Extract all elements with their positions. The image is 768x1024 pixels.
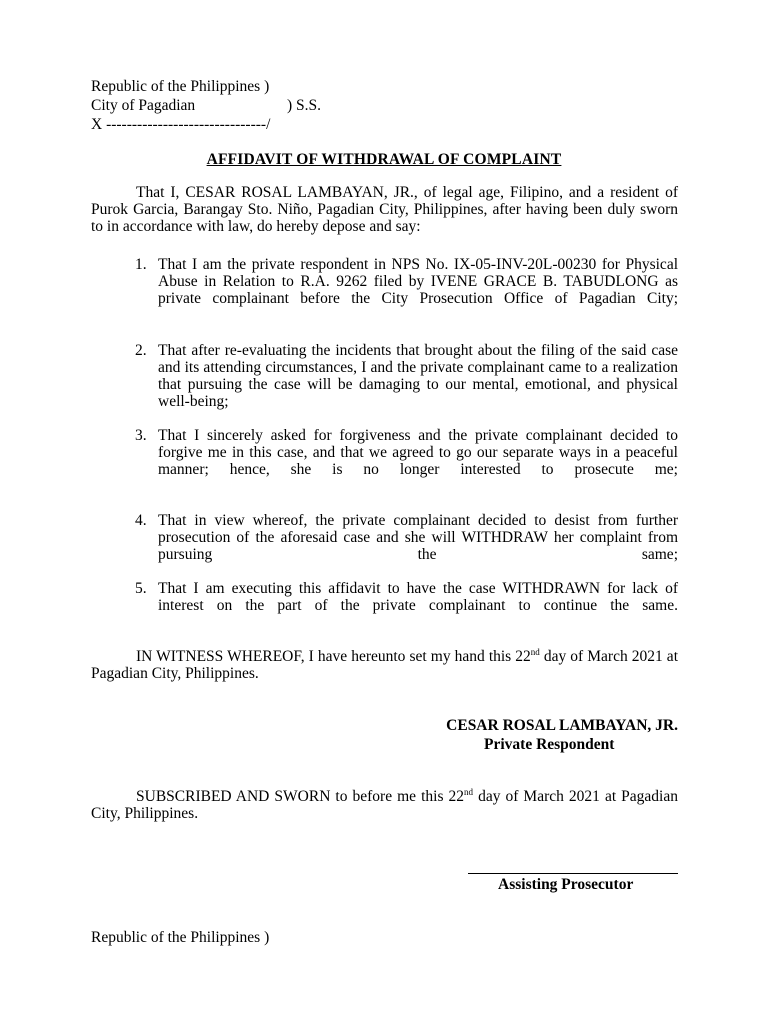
jurat-paragraph [91,788,678,822]
caption-republic: Republic of the Philippines ) [91,78,270,95]
numbered-item-3 [135,427,678,478]
prosecutor-signature-line [468,873,678,874]
caption-city: City of Pagadian [91,97,196,114]
witness-ordinal: nd [530,647,540,657]
signatory-name: CESAR ROSAL LAMBAYAN, JR. [446,717,678,734]
jurat-text-start: SUBSCRIBED AND SWORN to before me this 22 [136,788,465,805]
item-number: 4. [135,512,147,529]
item-text: That I am the private respondent in NPS No. IX-05-INV-20L-00230 for Physical Abuse in Relation to R.A. 9262 filed by IVENE GRACE B. TABUDLONG as private complainant before the City Prosecution Office of Pagadian City; [158,256,678,307]
item-number: 3. [135,427,147,444]
document-title: AFFIDAVIT OF WITHDRAWAL OF COMPLAINT [206,151,562,168]
item-number: 1. [135,256,147,273]
jurat-ordinal: nd [464,787,474,797]
item-text: That I am executing this affidavit to have the case WITHDRAWN for lack of interest on the part of the private complainant to continue the same. [158,580,678,614]
prosecutor-label: Assisting Prosecutor [498,876,634,893]
numbered-item-1 [135,256,678,307]
item-number: 5. [135,580,147,597]
item-text: That I sincerely asked for forgiveness and the private complainant decided to forgive me in this case, and that we agreed to go our separate ways in a peaceful manner; hence, she is no longer interested to prosecute me; [158,427,678,478]
item-number: 2. [135,342,147,359]
numbered-item-2 [135,342,678,410]
witness-paragraph [91,648,678,682]
jurat-text-end: day of March 2021 at Pagadian City, Philippines. [91,788,678,822]
item-text: That after re-evaluating the incidents that brought about the filing of the said case and its attending circumstances, I and the private complainant came to a realization that pursuing the case will be damaging to our mental, emotional, and physical well-being; [158,342,678,410]
numbered-item-5 [135,580,678,614]
signatory-role: Private Respondent [484,736,615,753]
caption-ss: ) S.S. [287,97,322,114]
footer-republic: Republic of the Philippines ) [91,929,270,946]
numbered-item-4 [135,512,678,563]
item-text: That in view whereof, the private complainant decided to desist from further prosecution of the aforesaid case and she will WITHDRAW her complaint from pursuing the same; [158,512,678,563]
witness-text-end: day of March 2021 at Pagadian City, Philippines. [91,648,678,682]
caption-x-line: X -------------------------------/ [91,116,271,133]
witness-text-start: IN WITNESS WHEREOF, I have hereunto set my hand this 22 [136,648,531,665]
intro-paragraph: That I, CESAR ROSAL LAMBAYAN, JR., of legal age, Filipino, and a resident of Purok Garcia, Barangay Sto. Niño, Pagadian City, Philippines, after having been duly sworn to in accordance with law, do hereby depose and say: [91,184,678,235]
